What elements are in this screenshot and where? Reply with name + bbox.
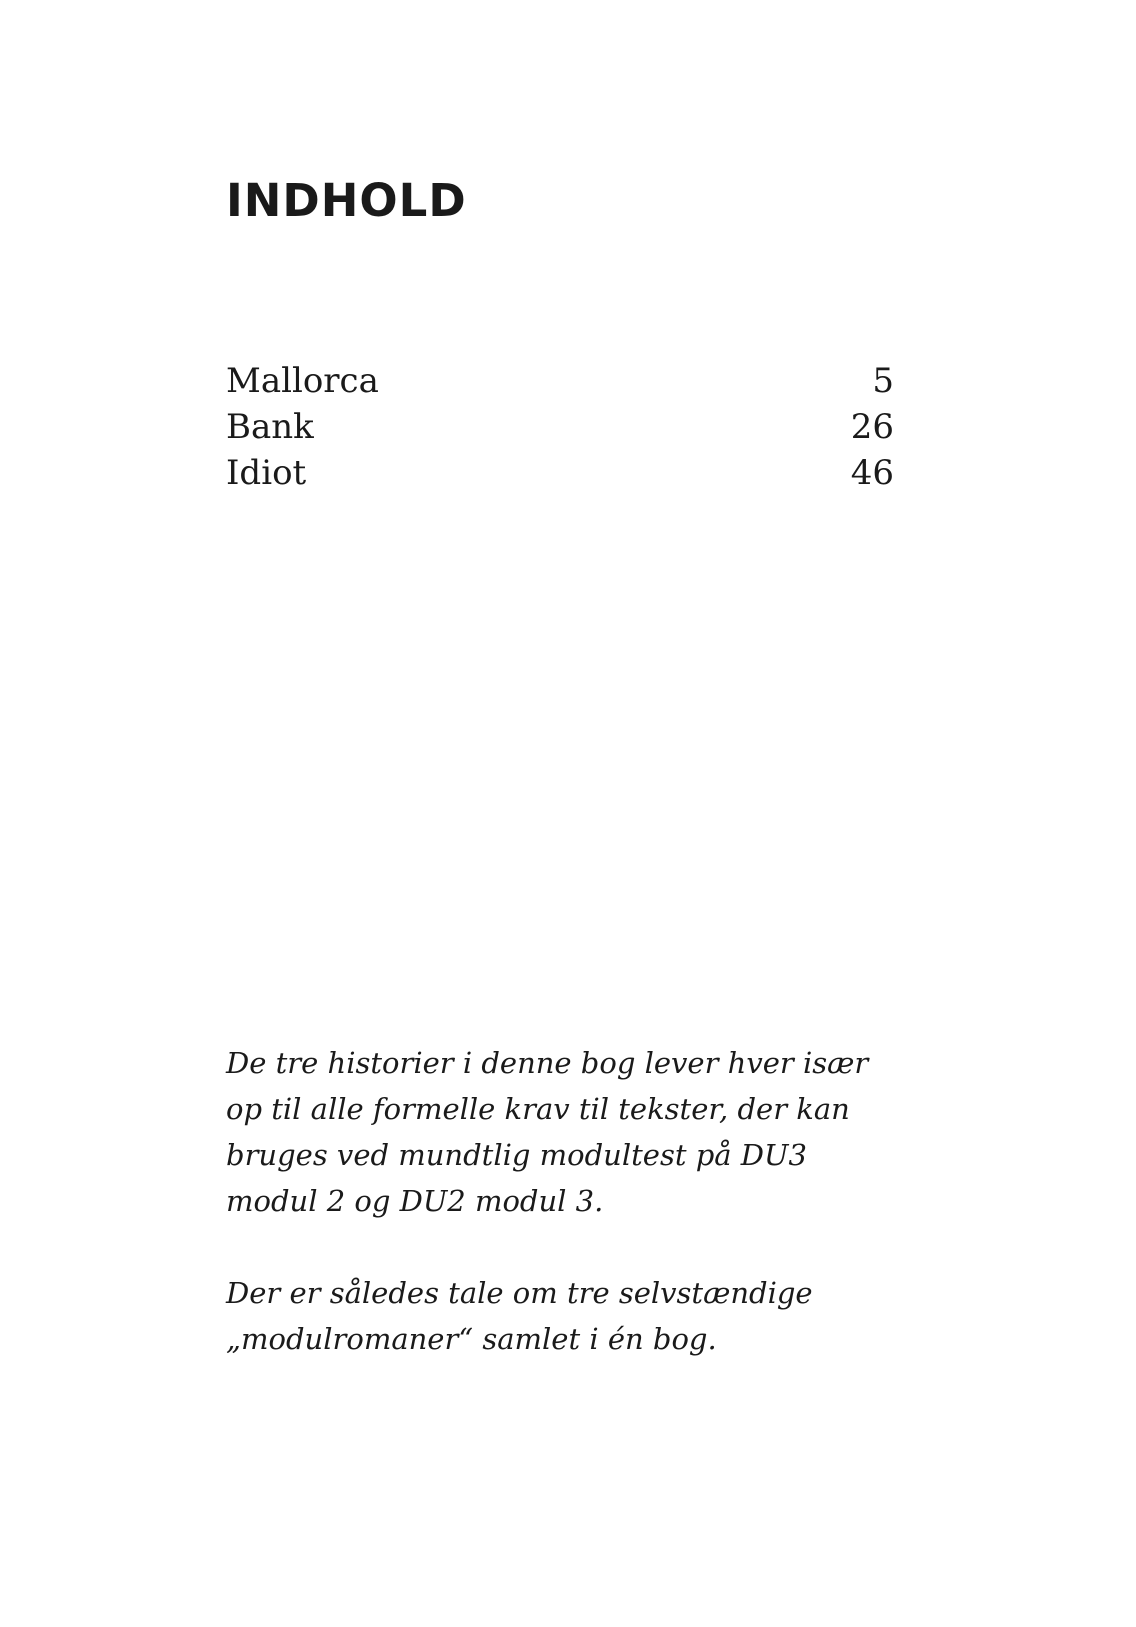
- toc-entry-page-number: 46: [850, 453, 894, 493]
- toc-entry-idiot: [226, 450, 894, 496]
- toc-entry-title: Bank: [226, 407, 314, 447]
- table-of-contents: [226, 358, 894, 496]
- page-title: INDHOLD: [226, 174, 467, 227]
- toc-entry-mallorca: [226, 358, 894, 404]
- book-note: [226, 1040, 906, 1362]
- note-paragraph: De tre historier i denne bog lever hver især op til alle formelle krav til tekster, der kan bruges ved mundtlig modultest på DU3 modul 2 og DU2 modul 3.: [226, 1046, 869, 1218]
- note-paragraph: Der er således tale om tre selvstændige „modulromaner“ samlet i én bog.: [226, 1276, 813, 1356]
- toc-entry-title: Mallorca: [226, 361, 379, 401]
- toc-entry-bank: [226, 404, 894, 450]
- toc-entry-page-number: 26: [850, 407, 894, 447]
- toc-entry-page-number: 5: [872, 361, 894, 401]
- toc-entry-title: Idiot: [226, 453, 307, 493]
